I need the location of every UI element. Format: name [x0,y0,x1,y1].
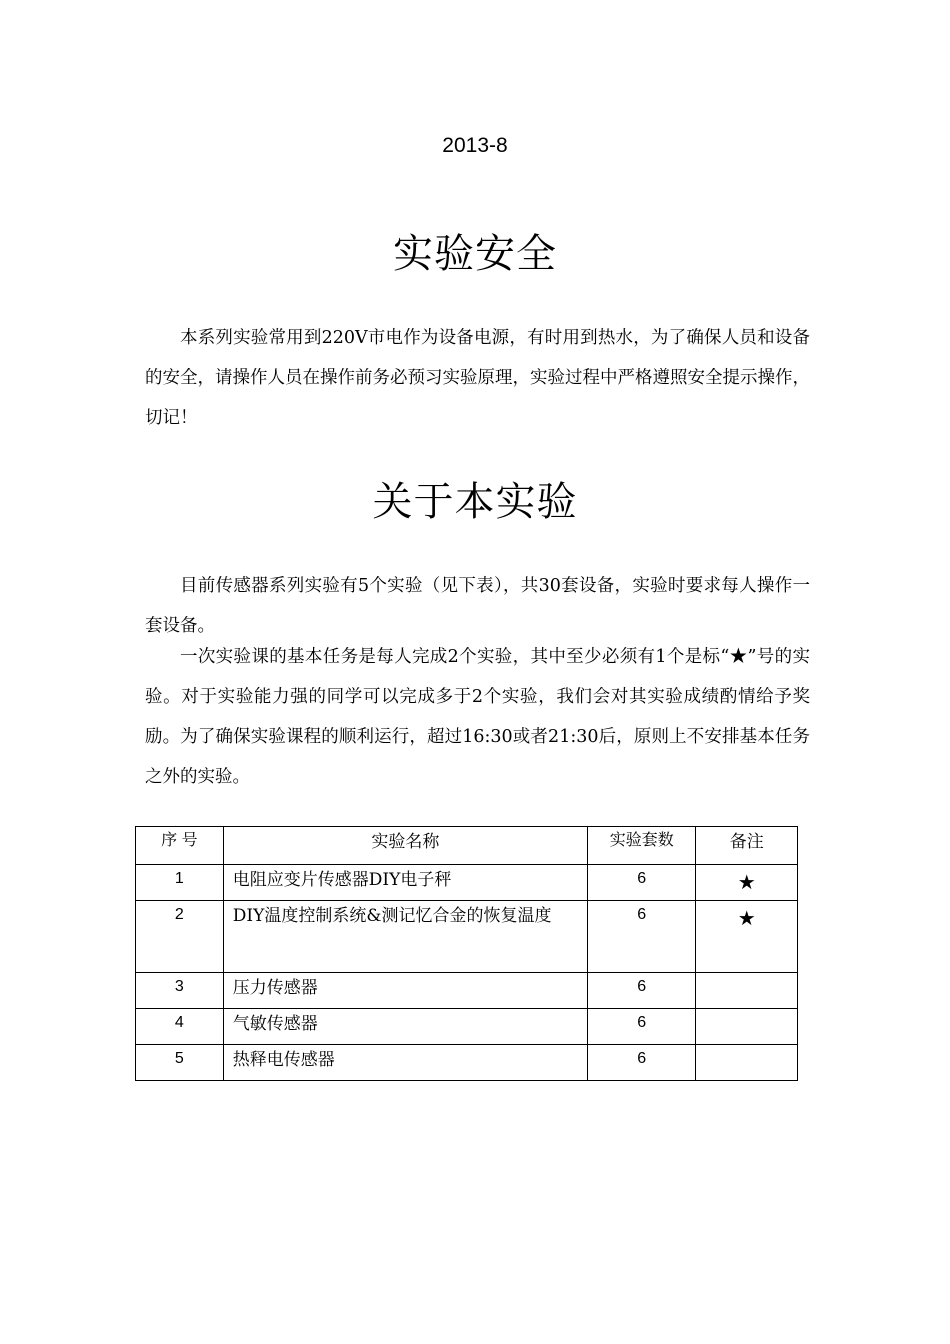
cell-name [223,1009,587,1045]
table-row [136,901,798,973]
about-paragraph-2: 一次实验课的基本任务是每人完成2个实验，其中至少必须有1个是标“★”号的实验。对于实验能力强的同学可以完成多于2个实验，我们会对其实验成绩酌情给予奖励。为了确保实验课程的顺利运行，超过16:30或者21:30后，原则上不安排基本任务之外的实验。 [145,647,810,787]
cell-name [223,901,587,973]
cell-sets: 6 [588,865,696,901]
safety-paragraph: 本系列实验常用到220V市电作为设备电源，有时用到热水，为了确保人员和设备的安全，请操作人员在操作前务必预习实验原理，实验过程中严格遵照安全提示操作，切记！ [145,328,810,428]
document-date: 2013-8 [442,134,508,157]
cell-no: 4 [136,1009,224,1045]
table-row [136,973,798,1009]
section-title-safety: 实验安全 [393,231,557,277]
experiment-table [135,826,798,1081]
table-header-row [136,827,798,865]
cell-note [696,973,798,1009]
table-row [136,1009,798,1045]
cell-name-text: DIY温度控制系统&测记忆合金的恢复温度 [232,906,552,926]
cell-no: 5 [136,1045,224,1081]
table-row [136,1045,798,1081]
star-icon: ★ [696,901,798,973]
header-note: 备注 [696,827,798,865]
cell-no: 1 [136,865,224,901]
section-title-about: 关于本实验 [372,479,578,525]
cell-name-text: 气敏传感器 [232,1014,318,1034]
cell-no: 3 [136,973,224,1009]
cell-name-text: 压力传感器 [232,978,318,998]
cell-no: 2 [136,901,224,973]
cell-name-text: 电阻应变片传感器DIY电子秤 [232,870,452,890]
table-row [136,865,798,901]
about-paragraph-1: 目前传感器系列实验有5个实验（见下表），共30套设备，实验时要求每人操作一套设备。 [145,576,810,636]
cell-name-text: 热释电传感器 [232,1050,335,1070]
header-no: 序 号 [136,827,224,865]
header-name: 实验名称 [223,827,587,865]
star-icon: ★ [696,865,798,901]
cell-name [223,1045,587,1081]
cell-name [223,865,587,901]
cell-sets: 6 [588,901,696,973]
cell-sets: 6 [588,973,696,1009]
cell-note [696,1045,798,1081]
cell-name [223,973,587,1009]
cell-note [696,1009,798,1045]
cell-sets: 6 [588,1045,696,1081]
header-sets: 实验套数 [588,827,696,865]
cell-sets: 6 [588,1009,696,1045]
